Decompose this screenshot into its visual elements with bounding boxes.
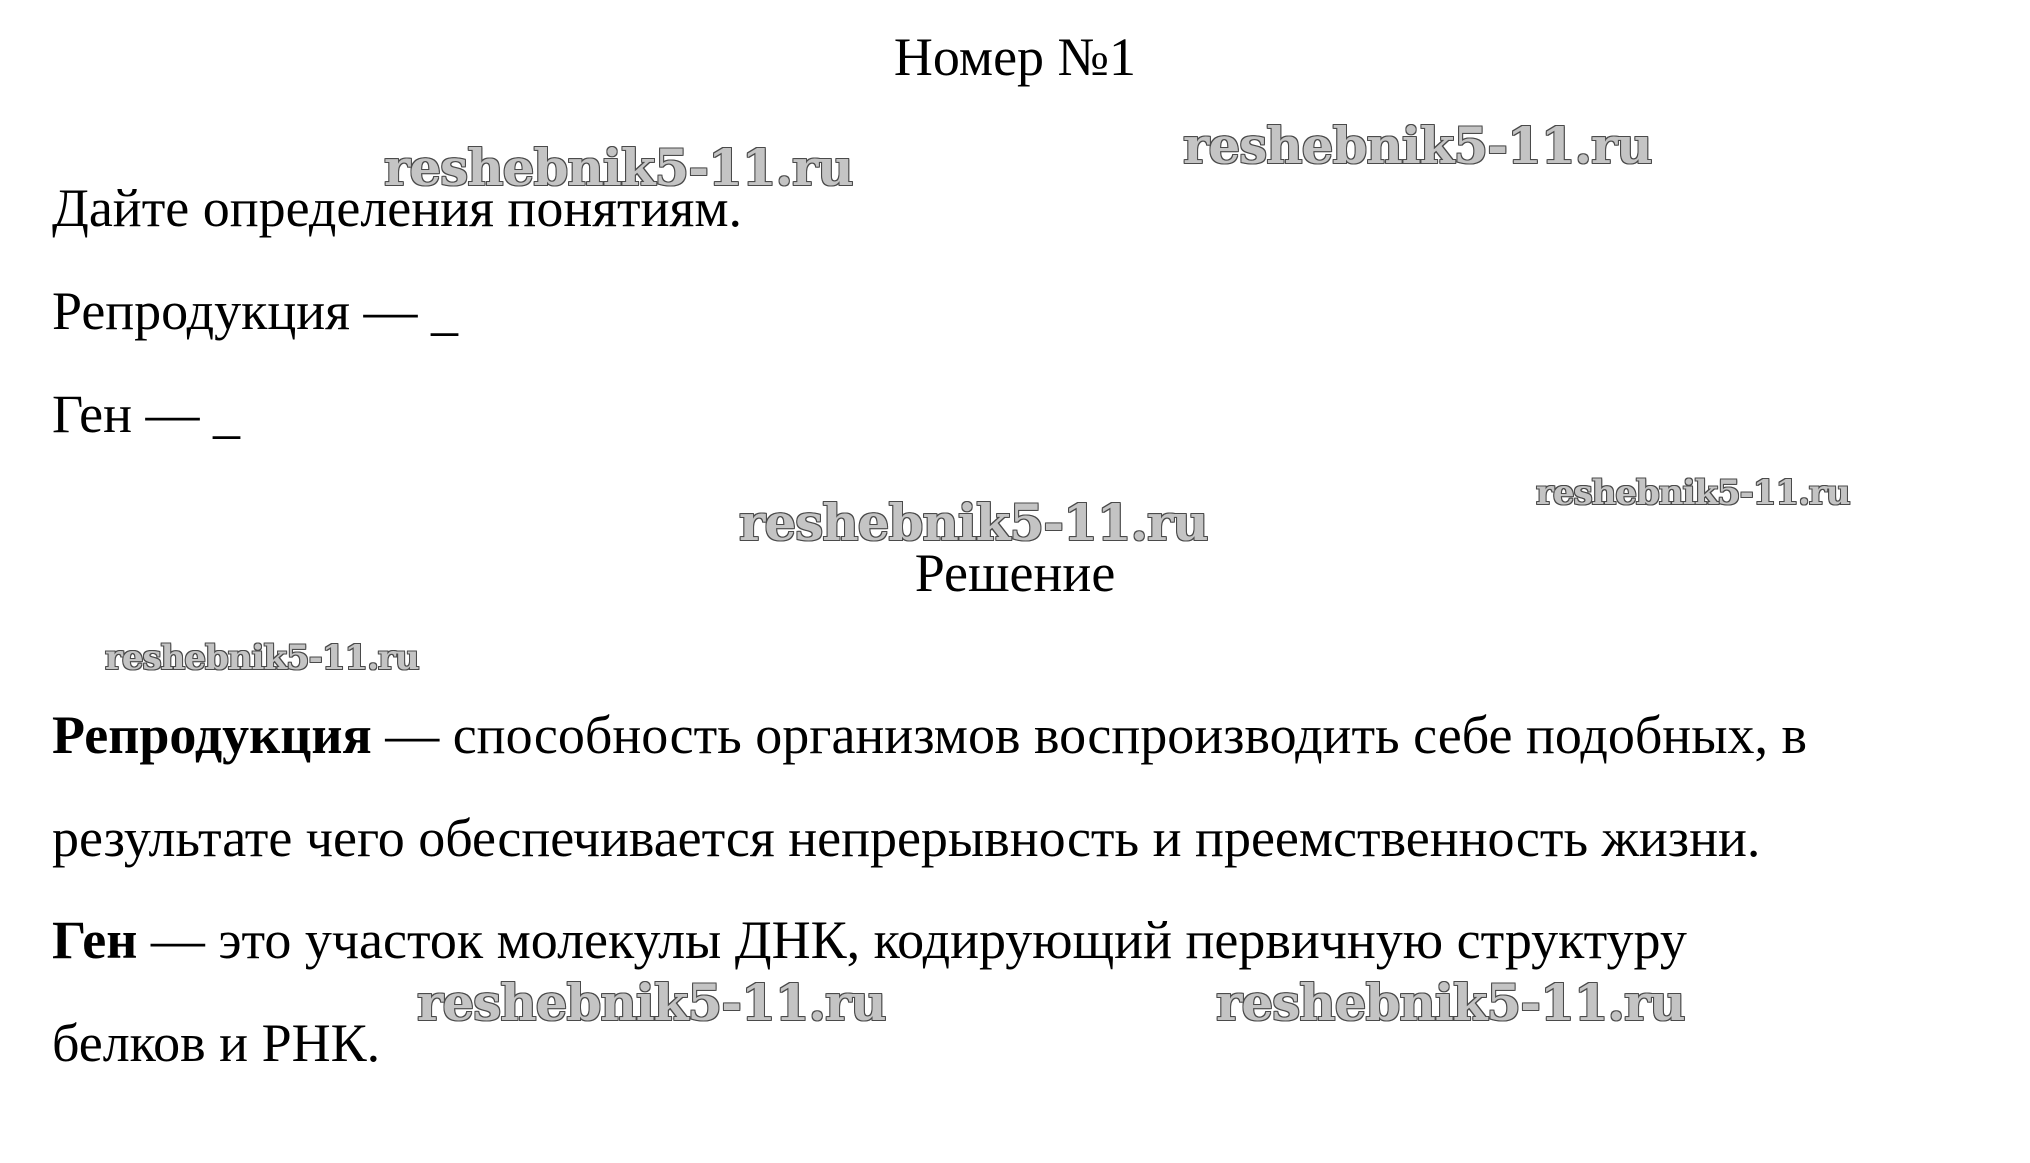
watermark: reshebnik5-11.ru (1536, 473, 1850, 513)
watermark: reshebnik5-11.ru (384, 138, 853, 197)
definition-gene-line1 (52, 910, 1687, 970)
definition-gene-text: — это участок молекулы ДНК, кодирующий первичную структуру (137, 910, 1687, 970)
watermark: reshebnik5-11.ru (417, 973, 886, 1032)
task-item-gene: Ген — _ (52, 384, 240, 444)
watermark: reshebnik5-11.ru (1216, 973, 1685, 1032)
definition-reproduction-line2: результате чего обеспечивается непрерывность и преемственность жизни. (52, 808, 1761, 868)
watermark: reshebnik5-11.ru (105, 638, 419, 678)
term-gene: Ген (52, 910, 138, 970)
definition-gene-line2: белков и РНК. (52, 1013, 381, 1073)
definition-reproduction-text: — способность организмов воспроизводить себе подобных, в (371, 705, 1807, 765)
watermark: reshebnik5-11.ru (739, 493, 1208, 552)
term-reproduction: Репродукция (52, 705, 372, 765)
task-prompt: Дайте определения понятиям. (52, 178, 743, 238)
solution-heading: Решение (914, 543, 1116, 603)
page-title: Номер №1 (893, 27, 1137, 87)
task-item-reproduction: Репродукция — _ (52, 281, 458, 341)
watermark: reshebnik5-11.ru (1183, 116, 1652, 175)
definition-reproduction-line1 (52, 705, 1807, 765)
